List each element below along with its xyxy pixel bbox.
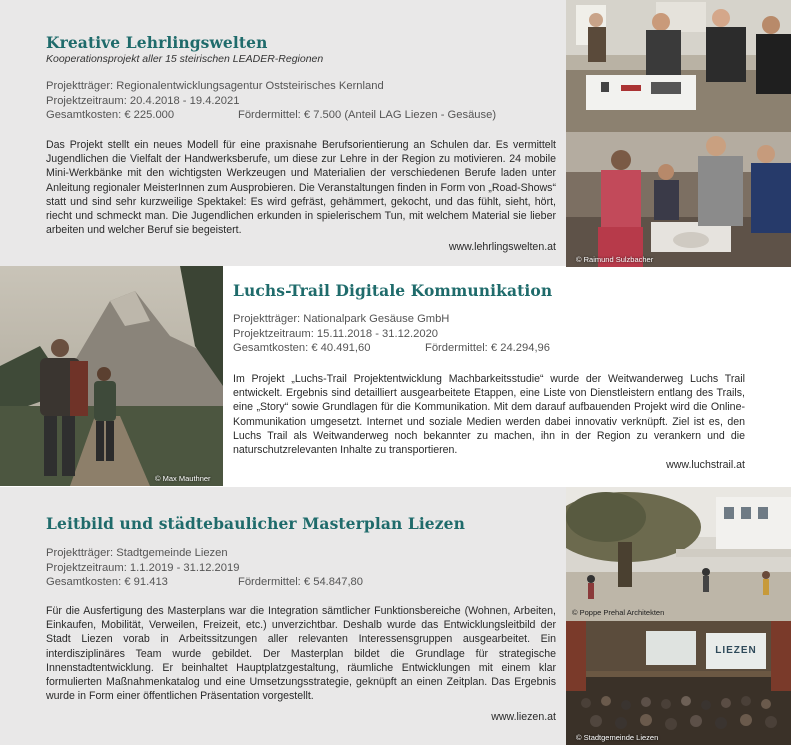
- funding: Fördermittel: € 54.847,80: [238, 576, 363, 588]
- website-link[interactable]: www.liezen.at: [491, 711, 556, 723]
- workshop-photo-top: [566, 0, 791, 132]
- section-title: Luchs-Trail Digitale Kommunikation: [233, 281, 553, 300]
- funding: Fördermittel: € 7.500 (Anteil LAG Liezen - Gesäuse): [238, 109, 497, 121]
- project-meta: [46, 546, 556, 590]
- project-carrier: Projektträger: Regionalentwicklungsagentur Oststeirisches Kernland: [46, 80, 384, 92]
- project-period: Projektzeitraum: 15.11.2018 - 31.12.2020: [233, 327, 439, 340]
- section-title: Kreative Lehrlingswelten: [46, 33, 268, 52]
- section-body-text: Im Projekt „Luchs-Trail Projektentwicklung Machbarkeitsstudie“ wurde der Weitwanderweg Luchs Trail entwickelt. Ergebnis sind detailliert ausgearbeitete Etappen, eine Liste von Dienstleistern entlang des Trails, eine „Story“ sowie Grundlagen für die Kommunikation. Mit dem darauf aufbauenden Projekt wird die Online-Kommunikation umgesetzt. Internet und soziale Medien werden dabei innovativ verknüpft. Ziel ist es, den Luchs Trail als Weitwanderweg noch bekannter zu machen, ihn in der Region zu verankern und die naturschutzrelevanten Inhalte zu transportieren.: [233, 373, 745, 457]
- website-link[interactable]: www.luchstrail.at: [666, 459, 745, 471]
- total-costs: Gesamtkosten: € 225.000: [46, 109, 175, 121]
- photo-credit: © Poppe Prehal Architekten: [572, 608, 665, 617]
- project-period: Projektzeitraum: 20.4.2018 - 19.4.2021: [46, 94, 240, 107]
- public-presentation-photo: [566, 621, 791, 745]
- project-meta: [46, 79, 556, 123]
- project-carrier: Projektträger: Nationalpark Gesäuse GmbH: [233, 313, 450, 325]
- section-subtitle: Kooperationsprojekt aller 15 steirischen LEADER-Regionen: [46, 53, 324, 65]
- project-carrier: Projektträger: Stadtgemeinde Liezen: [46, 547, 228, 559]
- website-link[interactable]: www.lehrlingswelten.at: [448, 241, 556, 253]
- project-meta: [233, 312, 748, 356]
- hikers-mountain-photo: [0, 266, 223, 486]
- section-title: Leitbild und städtebaulicher Masterplan Liezen: [46, 514, 466, 533]
- total-costs: Gesamtkosten: € 91.413: [46, 576, 168, 588]
- section-body-text: Das Projekt stellt ein neues Modell für eine praxisnahe Berufsorientierung an Schulen dar. Es vermittelt Jugendlichen die Vielfalt der Handwerksberufe, um diese zur Lehre in der Region zu motivieren. 24 mobile Mini-Werkbänke mit den wichtigsten Werkzeugen und Materialien der verschiedenen Berufe laden unter Anleitung regionaler MeisterInnen zum Ausprobieren. Die Veranstaltungen finden in Form von „Road-Shows“ statt und sind sehr kurzweilige Spektakel: Es wird gefräst, gehämmert, gekocht, und das fühlt, sieht, hört, riecht und schmeckt man. Die Jugendlichen erkunden in spielerischem Tun, mit welchem Material sie lieber arbeiten und welcher Beruf sie begeistert.: [46, 139, 556, 237]
- photo-credit: © Max Mauthner: [155, 474, 211, 483]
- funding: Fördermittel: € 24.294,96: [425, 342, 550, 354]
- section-body-text: Für die Ausfertigung des Masterplans war die Integration sämtlicher Funktionsbereiche (Wohnen, Arbeiten, Einkaufen, Mobilität, Verweilen, Freizeit, etc.) unverzichtbar. Deshalb wurde das Entwicklungsleitbild der Stadt Liezen vorab in Arbeitssitzungen aller relevanten Interessensgruppen ausgearbeitet. Ein interdisziplinäres Team wurde gebildet. Der Masterplan bildet die Grundlage für strategische Innenstadtentwicklung. Er beinhaltet Hauptplatzgestaltung, räumliche Entwicklungen mit einem klar formulierten Maßnahmenkatalog und eine Umsetzungsstrategie, geknüpft an einen Zeitplan. Das Ergebnis wurde in Form einer öffentlichen Präsentation vorgestellt.: [46, 605, 556, 703]
- workshop-photo-bottom: [566, 132, 791, 267]
- project-period: Projektzeitraum: 1.1.2019 - 31.12.2019: [46, 561, 240, 574]
- screen-title: LIEZEN: [715, 645, 757, 656]
- total-costs: Gesamtkosten: € 40.491,60: [233, 342, 371, 354]
- photo-credit: © Stadtgemeinde Liezen: [576, 733, 659, 742]
- architecture-rendering-photo: [566, 487, 791, 621]
- photo-credit: © Raimund Sulzbacher: [576, 255, 654, 264]
